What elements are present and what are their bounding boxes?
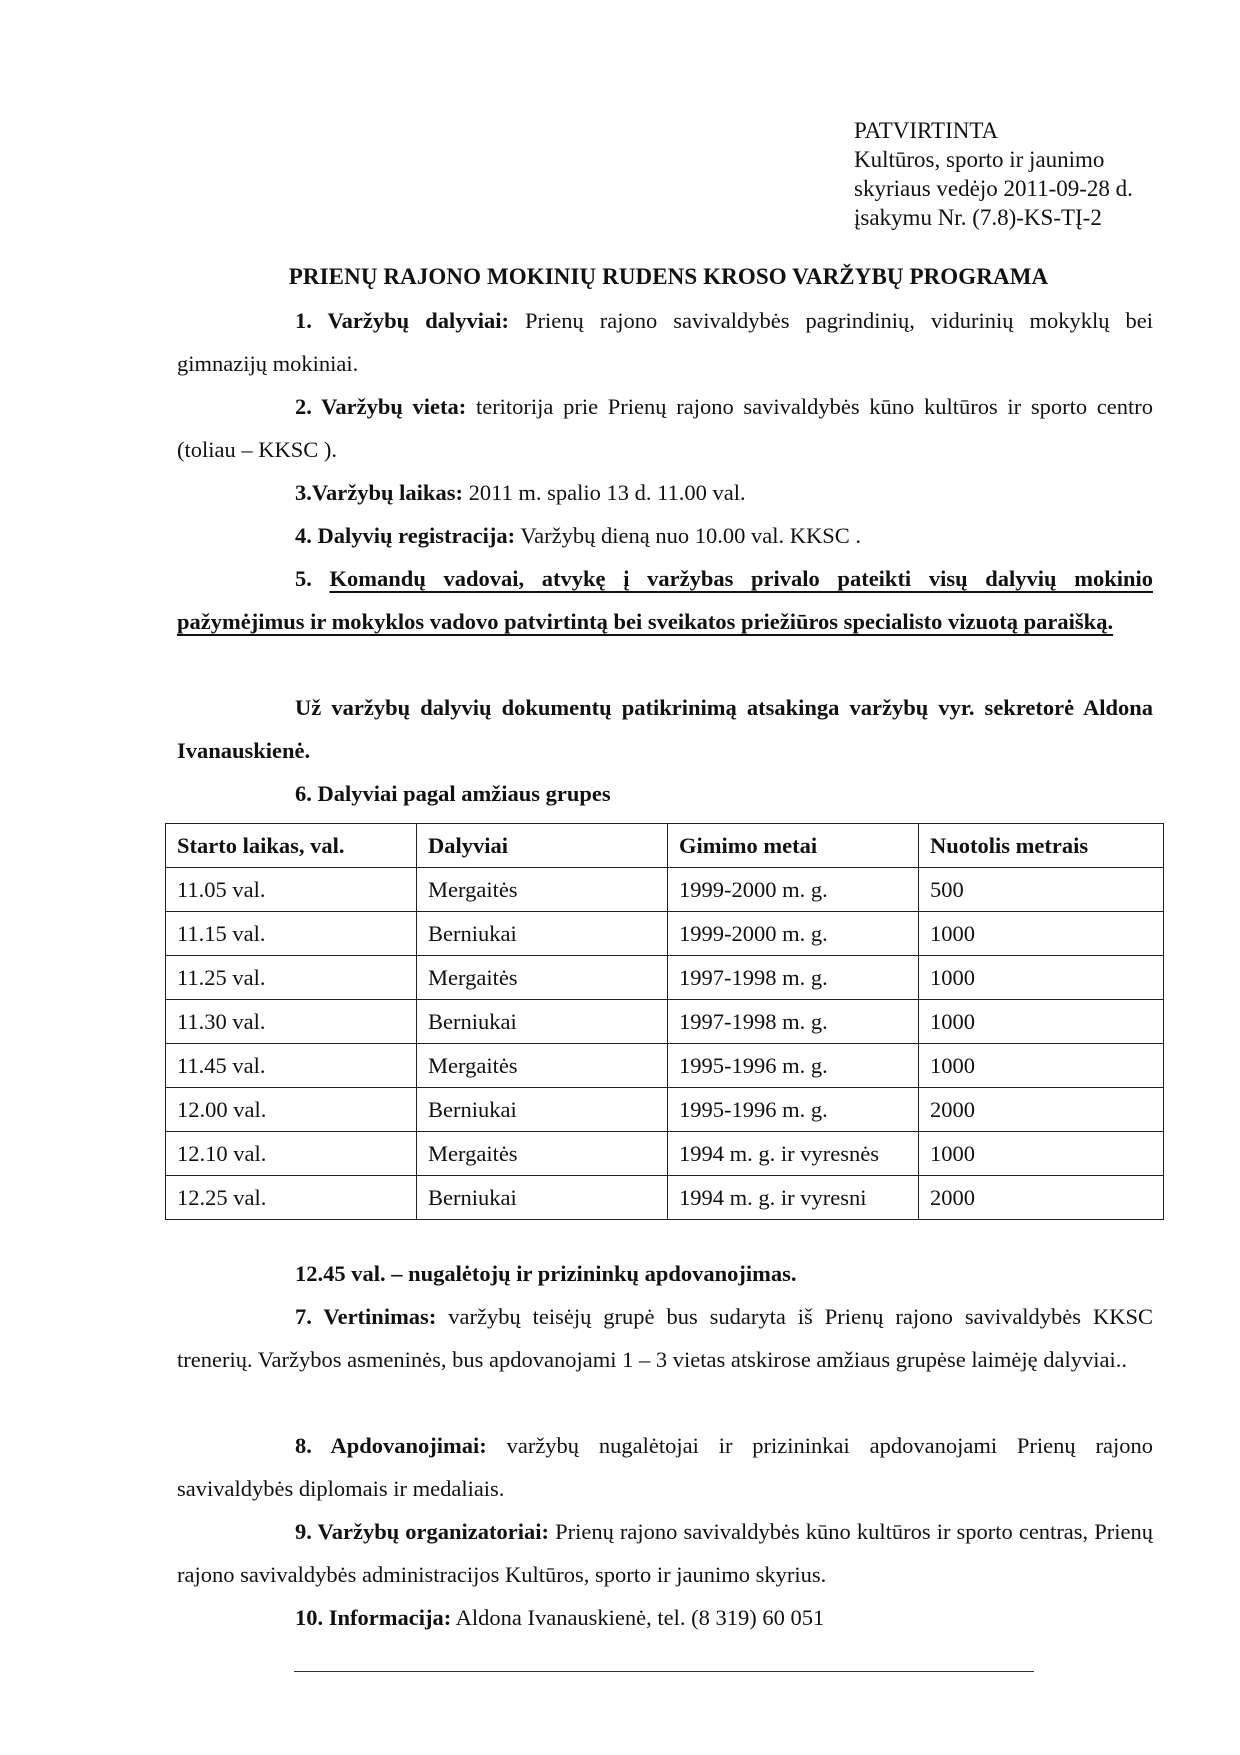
table-row xyxy=(166,1088,1164,1132)
table-cell: 1000 xyxy=(919,1044,1164,1088)
table-cell: 11.25 val. xyxy=(166,956,417,1000)
table-cell: Mergaitės xyxy=(417,868,668,912)
table-row xyxy=(166,912,1164,956)
section-venue xyxy=(177,385,1153,471)
approval-block xyxy=(854,116,1133,232)
section-participants xyxy=(177,299,1153,385)
table-cell: Berniukai xyxy=(417,1088,668,1132)
section-text: Prienų rajono savivaldybės pagrindinių, vidurinių mokyklų bei gimnazijų mokiniai. xyxy=(177,308,1153,376)
section-registration xyxy=(177,514,1153,557)
section-text: teritorija prie Prienų rajono savivaldybės kūno kultūros ir sporto centro (toliau – KKSC ). xyxy=(177,394,1154,462)
section-label: 6. Dalyviai pagal amžiaus grupes xyxy=(295,781,611,806)
table-row xyxy=(166,1044,1164,1088)
table-cell: Berniukai xyxy=(417,1176,668,1220)
table-cell: 11.05 val. xyxy=(166,868,417,912)
column-header: Dalyviai xyxy=(417,824,668,868)
table-row xyxy=(166,1176,1164,1220)
table-cell: 12.25 val. xyxy=(166,1176,417,1220)
section-text: Prienų rajono savivaldybės kūno kultūros ir sporto centras, Prienų rajono savivaldybės administracijos Kultūros, sporto ir jaunimo skyrius. xyxy=(177,1519,1153,1587)
section-time xyxy=(177,471,1153,514)
column-header: Starto laikas, val. xyxy=(166,824,417,868)
approval-line: skyriaus vedėjo 2011-09-28 d. xyxy=(854,176,1133,201)
column-header: Nuotolis metrais xyxy=(919,824,1164,868)
table-cell: 1997-1998 m. g. xyxy=(668,1000,919,1044)
table-cell: 11.15 val. xyxy=(166,912,417,956)
section-label: 4. Dalyvių registracija: xyxy=(295,523,516,548)
section-evaluation xyxy=(177,1295,1153,1381)
table-row xyxy=(166,956,1164,1000)
schedule-table xyxy=(165,823,1164,1220)
table-cell: 1000 xyxy=(919,956,1164,1000)
table-cell: 1994 m. g. ir vyresnės xyxy=(668,1132,919,1176)
section-label: 7. Vertinimas: xyxy=(295,1304,437,1329)
table-cell: 1994 m. g. ir vyresni xyxy=(668,1176,919,1220)
section-age-groups-heading xyxy=(177,772,1153,815)
table-row xyxy=(166,1000,1164,1044)
table-cell: 1995-1996 m. g. xyxy=(668,1044,919,1088)
section-document-check xyxy=(177,686,1153,772)
table-cell: 500 xyxy=(919,868,1164,912)
table-row xyxy=(166,1132,1164,1176)
table-cell: 12.10 val. xyxy=(166,1132,417,1176)
table-cell: 1000 xyxy=(919,912,1164,956)
section-number: 5. xyxy=(295,566,330,591)
section-label: 2. Varžybų vieta: xyxy=(295,394,467,419)
section-label: 10. Informacija: xyxy=(295,1605,452,1630)
section-awards xyxy=(177,1424,1153,1510)
column-header: Gimimo metai xyxy=(668,824,919,868)
section-text: Aldona Ivanauskienė, tel. (8 319) 60 051 xyxy=(451,1605,825,1630)
table-cell: 11.30 val. xyxy=(166,1000,417,1044)
table-cell: 1000 xyxy=(919,1132,1164,1176)
section-information xyxy=(177,1596,1153,1639)
table-cell: 1997-1998 m. g. xyxy=(668,956,919,1000)
table-cell: 1995-1996 m. g. xyxy=(668,1088,919,1132)
table-cell: 2000 xyxy=(919,1088,1164,1132)
table-cell: Berniukai xyxy=(417,1000,668,1044)
section-text: varžybų nugalėtojai ir prizininkai apdovanojami Prienų rajono savivaldybės diplomais ir medaliais. xyxy=(177,1433,1153,1501)
table-cell: Mergaitės xyxy=(417,1044,668,1088)
table-header-row xyxy=(166,824,1164,868)
section-text: 2011 m. spalio 13 d. 11.00 val. xyxy=(462,480,746,505)
table-cell: 1000 xyxy=(919,1000,1164,1044)
section-text: Varžybų dieną nuo 10.00 val. KKSC . xyxy=(515,523,861,548)
section-label: 1. Varžybų dalyviai: xyxy=(295,308,509,333)
table-cell: Mergaitės xyxy=(417,1132,668,1176)
section-team-leaders xyxy=(177,557,1153,643)
approval-line: Kultūros, sporto ir jaunimo xyxy=(854,147,1105,172)
section-awards-time xyxy=(177,1252,1153,1295)
section-text: Už varžybų dalyvių dokumentų patikrinimą atsakinga varžybų vyr. sekretorė Aldona Ivanauskienė. xyxy=(177,695,1153,763)
table-cell: 11.45 val. xyxy=(166,1044,417,1088)
section-text: 12.45 val. – nugalėtojų ir prizininkų apdovanojimas. xyxy=(295,1261,797,1286)
bottom-rule xyxy=(294,1671,1034,1672)
table-cell: Berniukai xyxy=(417,912,668,956)
approval-line: įsakymu Nr. (7.8)-KS-TĮ-2 xyxy=(854,205,1102,230)
section-label: 8. Apdovanojimai: xyxy=(295,1433,487,1458)
table-cell: Mergaitės xyxy=(417,956,668,1000)
table-cell: 1999-2000 m. g. xyxy=(668,868,919,912)
approval-line: PATVIRTINTA xyxy=(854,118,999,143)
section-text: Komandų vadovai, atvykę į varžybas privalo pateikti visų dalyvių mokinio pažymėjimus ir mokyklos vadovo patvirtintą bei sveikatos priežiūros specialisto vizuotą paraišką. xyxy=(177,566,1153,634)
section-label: 9. Varžybų organizatoriai: xyxy=(295,1519,550,1544)
section-text: varžybų teisėjų grupė bus sudaryta iš Prienų rajono savivaldybės KKSC trenerių. Varžybos asmeninės, bus apdovanojami 1 – 3 vietas atskirose amžiaus grupėse laimėję dalyviai.. xyxy=(177,1304,1153,1372)
table-row xyxy=(166,868,1164,912)
table-cell: 2000 xyxy=(919,1176,1164,1220)
table-cell: 1999-2000 m. g. xyxy=(668,912,919,956)
section-label: 3.Varžybų laikas: xyxy=(295,480,463,505)
table-cell: 12.00 val. xyxy=(166,1088,417,1132)
document-title: PRIENŲ RAJONO MOKINIŲ RUDENS KROSO VARŽYBŲ PROGRAMA xyxy=(288,264,1049,289)
section-organizers xyxy=(177,1510,1153,1596)
